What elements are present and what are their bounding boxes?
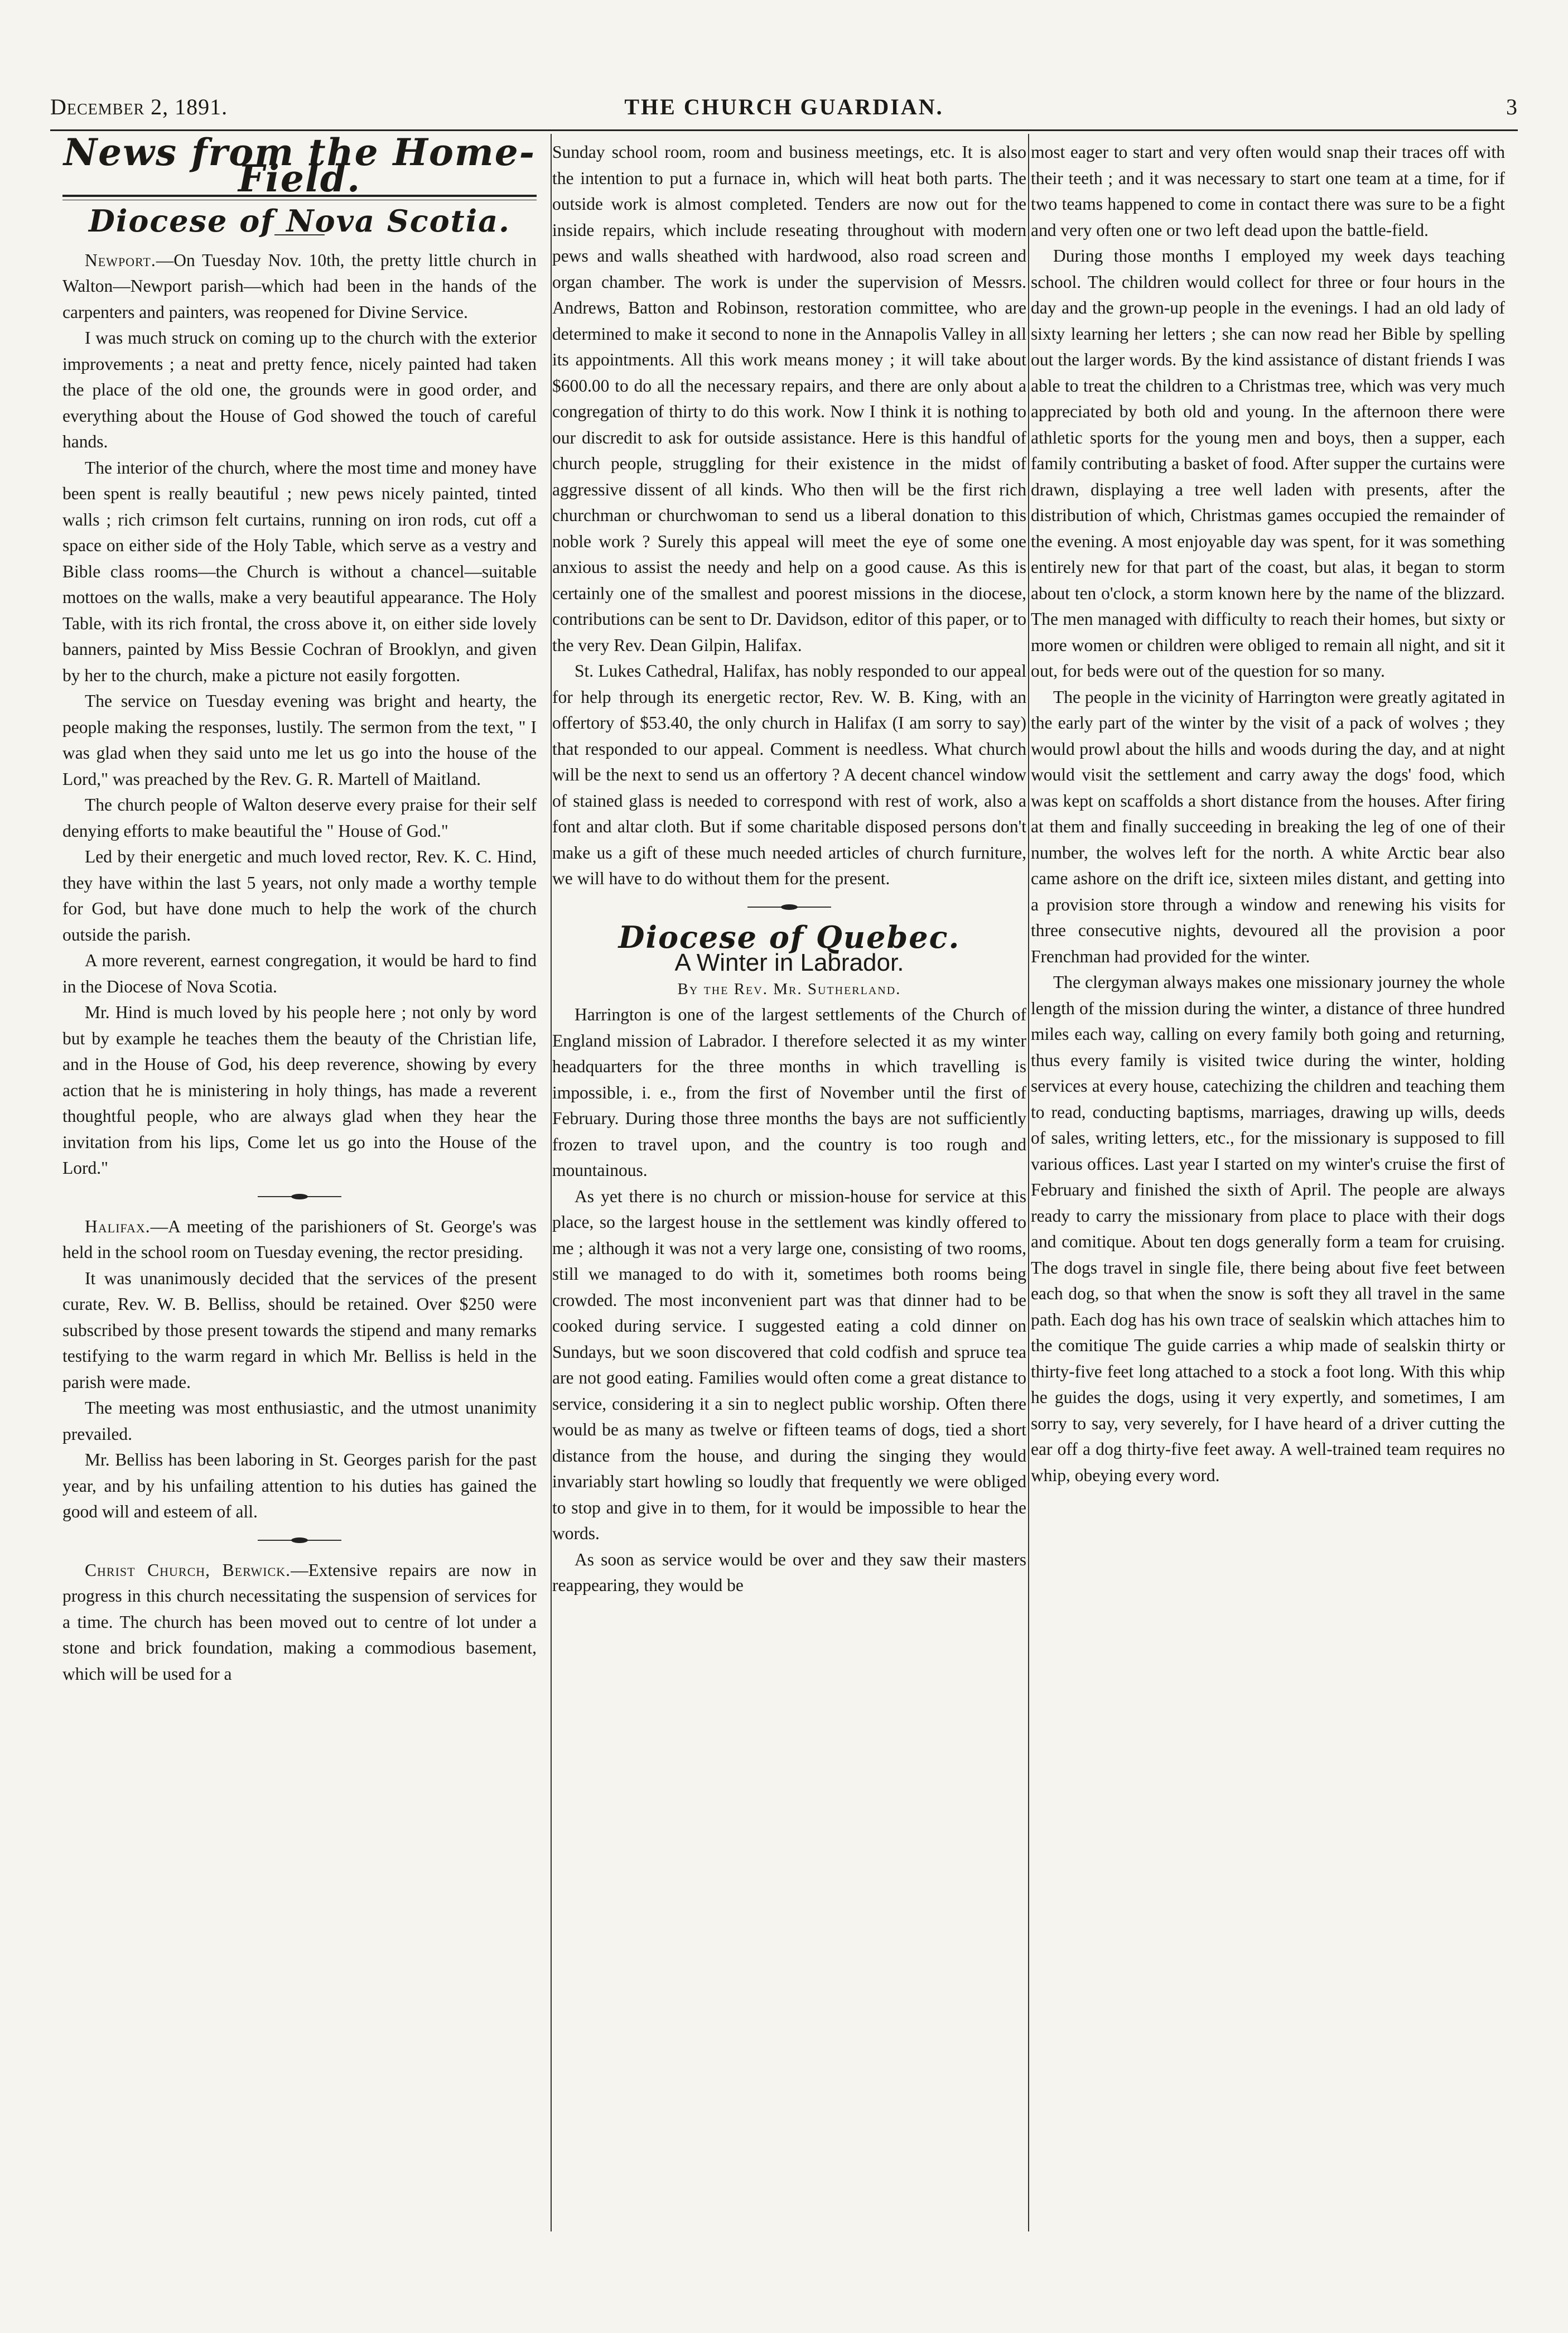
dateline-berwick: Christ Church, Berwick. (85, 1560, 291, 1580)
page-number: 3 (1506, 94, 1518, 119)
article-paragraph: Sunday school room, room and business meetings, etc. It is also the intention to put a furnace in, which will heat both parts. The outside work is almost completed. Tenders are now out for the inside repairs, which include reseating throughout with modern pews and walls sheathed with hardwood, also road screen and organ chamber. The work is under the supervision of Messrs. Andrews, Batton and Robinson, restoration committee, who are determined to make it second to none in the Annapolis Valley in all its appointments. All this work means money ; it will take about $600.00 to do all the necessary repairs, and there are only about a congregation of thirty to do this work. Now I think it is nothing to our discredit to ask for outside assistance. Here is this handful of church people, struggling for their existence in the midst of aggressive dissent of all kinds. Who then will be the first rich churchman or churchwoman to send us a liberal donation to this noble work ? Surely this appeal will meet the eye of some one anxious to assist the needy and help on a good cause. As this is certainly one of the smallest and poorest missions in the diocese, contributions can be sent to Dr. Davidson, editor of this paper, or to the very Rev. Dean Gilpin, Halifax. (552, 142, 1026, 655)
column-3 (1031, 139, 1505, 1488)
article-paragraph: The clergyman always makes one missionary journey the whole length of the mission during the winter, a distance of three hundred miles each way, calling on every family both going and returning, thus every family is visited twice during the winter, holding services at every house, catechizing the children and teaching them to read, conducting baptisms, marriages, drawing up wills, deeds of sales, writing letters, etc., for the missionary is supposed to fill various offices. Last year I started on my winter's cruise the first of February and finished the sixth of April. The people are always ready to carry the missionary from place to place with their dogs and comitique. About ten dogs generally form a team for cruising. The dogs travel in single file, there being about five feet between each dog, so that when the snow is soft they all travel in the same path. Each dog has his own trace of sealskin which attaches him to the comitique The guide carries a whip made of sealskin thirty or thirty-five feet long attached to a stock a foot long. With this whip he guides the dogs, using it very expertly, and sometimes, I am sorry to say, very severely, for I have heard of a driver cutting the ear off a dog thirty-five feet away. A well-trained team requires no whip, obeying every word. (1031, 972, 1505, 1485)
article-byline: By the Rev. Mr. Sutherland. (677, 980, 901, 998)
article-paragraph: Newport.—On Tuesday Nov. 10th, the pretty little church in Walton—Newport parish—which had been in the hands of the carpenters and painters, was reopened for Divine Service. (62, 250, 537, 322)
article-paragraph: most eager to start and very often would snap their traces off with their teeth ; and it was necessary to start one team at a time, for if two teams happened to come in contact there was sure to be a fight and very often one or two left dead upon the battle-field. (1031, 142, 1505, 240)
article-paragraph: Halifax.—A meeting of the parishioners of St. George's was held in the school room on Tuesday evening, the rector presiding. (62, 1216, 537, 1262)
article-paragraph: As yet there is no church or mission-house for service at this place, so the largest house in the settlement was kindly offered to me ; although it was not a very large one, consisting of two rooms, still we managed to do with it, sometimes both rooms being crowded. The most inconvenient part was that dinner had to be cooked during service. I suggested eating a cold dinner on Sundays, but we soon discovered that cold codfish and spruce tea are not good eating. Families would often come a great distance to service, considering it a sin to neglect public worship. Often there would be as many as twelve or fifteen teams of dogs, tied a short distance from the house, and during the singing they would invariably start howling so loudly that frequently we were obliged to stop and give in to them, for it would be impossible to hear the words. (552, 1186, 1026, 1543)
section-title: News from the Home-Field. (63, 131, 536, 200)
dateline-newport: Newport. (85, 250, 156, 270)
article-paragraph: Mr. Belliss has been laboring in St. Georges parish for the past year, and by his unfailing attention to his duties has gained the good will and esteem of all. (62, 1450, 537, 1521)
article-paragraph: It was unanimously decided that the services of the present curate, Rev. W. B. Belliss, should be retained. Over $250 were subscribed by those present towards the stipend and many remarks testifying to the warm regard in which Mr. Belliss is held in the parish were made. (62, 1268, 537, 1392)
newspaper-title: THE CHURCH GUARDIAN. (624, 94, 944, 119)
article-paragraph: During those months I employed my week days teaching school. The children would collect for three or four hours in the day and the grown-up people in the evenings. I had an old lady of sixty learning her letters ; she can now read her Bible by spelling out the larger words. By the kind assistance of distant friends I was able to treat the children to a Christmas tree, which was very much appreciated by both old and young. In the afternoon there were athletic sports for the young men and boys, then a supper, each family contributing a basket of food. After supper the curtains were drawn, displaying a tree well laden with presents, after the distribution of which, Christmas games occupied the remainder of the evening. A most enjoyable day was spent, for it was something entirely new for that part of the coast, but alas, it began to storm about ten o'clock, a storm known here by the name of the blizzard. The men managed with difficulty to reach their homes, but sixty or more women or children were obliged to remain all night, and sit it out, for beds were out of the question for so many. (1031, 246, 1505, 681)
article-paragraph: The meeting was most enthusiastic, and the utmost unanimity prevailed. (62, 1398, 537, 1444)
article-paragraph: As soon as service would be over and they saw their masters reappearing, they would be (552, 1549, 1026, 1595)
column-divider-1 (551, 134, 552, 2231)
page-header (50, 94, 1518, 127)
article-paragraph: Harrington is one of the largest settlements of the Church of England mission of Labrador. I therefore selected it as my winter headquarters for the three months in which travelling is impossible, i. e., from the first of November until the first of February. During those three months the bays are not sufficiently frozen to travel upon, and the country is too rough and mountainous. (552, 1005, 1026, 1180)
article-paragraph: St. Lukes Cathedral, Halifax, has nobly responded to our appeal for help through its energetic rector, Rev. W. B. King, with an offertory of $53.40, the only church in Halifax (I am sorry to say) that responded to our appeal. Comment is needless. What church will be the next to send us an offertory ? A decent chancel window of stained glass is needed to correspond with rest of work, also a font and altar cloth. But if some charitable disposed persons don't make us a gift of these much needed articles of church furniture, we will have to do without them for the present. (552, 661, 1026, 888)
column-1 (62, 131, 537, 1687)
article-paragraph: A more reverent, earnest congregation, it would be hard to find in the Diocese of Nova Scotia. (62, 951, 537, 996)
dateline-halifax: Halifax. (85, 1216, 151, 1236)
article-paragraph: I was much struck on coming up to the church with the exterior improvements ; a neat and pretty fence, nicely painted had taken the place of the old one, the grounds were in good order, and everything about the House of God showed the touch of careful hands. (62, 328, 537, 451)
article-paragraph: The interior of the church, where the most time and money have been spent is really beautiful ; new pews nicely painted, tinted walls ; rich crimson felt curtains, running on iron rods, cut off a space on either side of the Holy Table, which serve as a vestry and Bible class rooms—the Church is without a chancel—suitable mottoes on the walls, make a very beautiful appearance. The Holy Table, with its rich frontal, the cross above it, on either side lovely banners, painted by Miss Bessie Cochran of Brooklyn, and given by her to the church, make a picture not easily forgotten. (62, 457, 537, 685)
article-separator (258, 1194, 341, 1199)
article-paragraph: Led by their energetic and much loved rector, Rev. K. C. Hind, they have within the last 5 years, not only made a worthy temple for God, but have done much to help the work of the church outside the parish. (62, 847, 537, 944)
column-2 (552, 139, 1026, 1599)
article-paragraph: The church people of Walton deserve every praise for their self denying efforts to make beautiful the " House of God." (62, 795, 537, 841)
article-paragraph: The people in the vicinity of Harrington were greatly agitated in the early part of the winter by the visit of a pack of wolves ; they would prowl about the hills and woods during the day, and at night would visit the settlement and carry away the dogs' food, which was kept on scaffolds a short distance from the houses. After firing at them and finally succeeding in breaking the leg of one of their number, the wolves left for the north. A white Arctic bear also came ashore on the drift ice, sixteen miles distant, and getting into a provision store through a window and renewing his visits for three consecutive nights, devoured all the provision a poor Frenchman had provided for the winter. (1031, 687, 1505, 966)
issue-date: December 2, 1891. (50, 94, 228, 119)
article-separator (747, 904, 831, 910)
diocese-title-quebec: Diocese of Quebec. (618, 919, 961, 955)
diocese-title-nova-scotia: Diocese of Nova Scotia. (89, 203, 510, 239)
article-paragraph: Christ Church, Berwick.—Extensive repairs are now in progress in this church necessitating the suspension of services for a time. The church has been moved out to centre of lot under a stone and brick foundation, making a commodious basement, which will be used for a (62, 1560, 537, 1684)
article-paragraph: Mr. Hind is much loved by his people here ; not only by word but by example he teaches them the beauty of the Christian life, and in the House of God, his deep reverence, showing by every action that he is ministering in holy things, has made a reverent thoughtful people, who are always glad when they hear the invitation from his lips, Come let us go into the House of the Lord." (62, 1002, 537, 1178)
article-paragraph: The service on Tuesday evening was bright and hearty, the people making the responses, lustily. The sermon from the text, " I was glad when they said unto me let us go into the house of the Lord," was preached by the Rev. G. R. Martell of Maitland. (62, 691, 537, 789)
article-title: A Winter in Labrador. (674, 949, 904, 976)
article-separator (258, 1537, 341, 1543)
column-divider-2 (1028, 134, 1029, 2231)
